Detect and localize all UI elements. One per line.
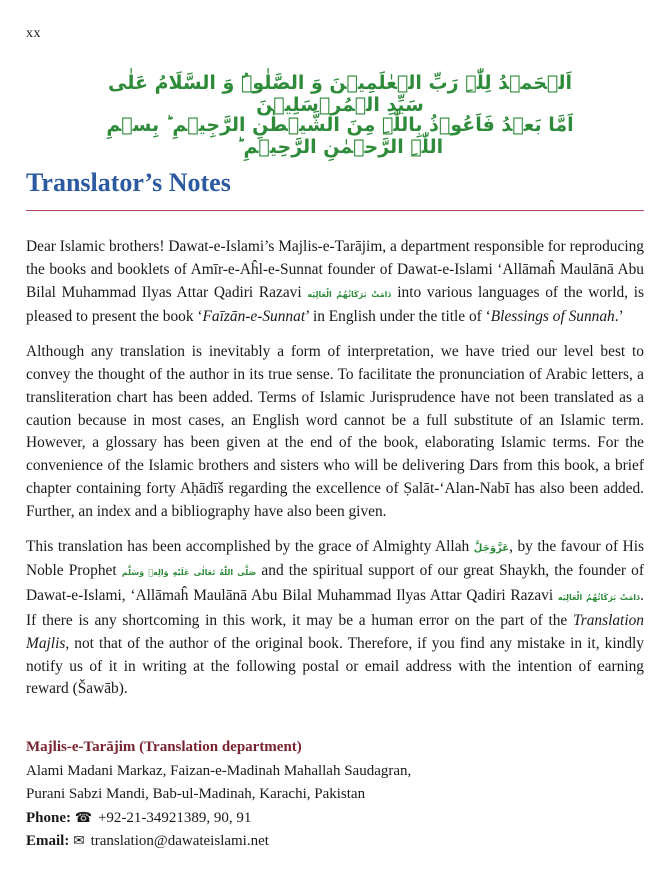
email-address[interactable]: translation@dawateislami.net (90, 833, 269, 849)
para1-text-4: .’ (614, 308, 624, 326)
honorific-damat-barakatuhum: دَامَتْ بَرَكَاتُهُمُ الْعَالِيَه (557, 593, 641, 603)
phone-icon: ☎ (74, 809, 93, 826)
book-title-english: Blessings of Sunnah (490, 308, 615, 326)
email-label: Email: (26, 833, 70, 849)
contact-block (26, 736, 644, 854)
para3-text-5: , not that of the author of the original book. Therefore, if you find any mistake in it, kindly notify us of it in writing at the following postal or email address with the intention of earning reward (Šawāb). (26, 634, 644, 698)
page-title: Translator’s Notes (26, 168, 231, 197)
body-text (26, 236, 644, 713)
address-line-1: Alami Madani Markaz, Faizan-e-Madinah Mahallah Saudagran, (26, 762, 412, 779)
page-number: xx (26, 26, 41, 41)
paragraph-acknowledgement (26, 536, 644, 702)
title-divider (26, 210, 644, 211)
arabic-invocation-line: اَمَّا بَعۡدُ فَاَعُوۡذُ بِاللّٰہِ مِنَ الشَّیۡطٰنِ الرَّجِیۡمِ ؕ بِسۡمِ اللّٰہِ الرَّحۡمٰنِ الرَّحِیۡمِ ؕ (106, 114, 574, 158)
honorific-azza-wa-jalla: عَزَّوَجَلَّ (473, 542, 510, 554)
email-line (26, 830, 644, 854)
contact-heading: Majlis-e-Tarājim (Translation department) (26, 739, 302, 755)
para3-text-2: , by the favour of His Noble Prophet (26, 537, 644, 580)
envelope-icon: ✉ (73, 833, 85, 849)
para1-text-3: ’ in English under the title of ‘ (305, 308, 491, 326)
arabic-praise-line: اَلۡحَمۡدُ لِلّٰہِ رَبِّ الۡعٰلَمِیۡنَ وَ الصَّلٰوۃُ وَ السَّلَامُ عَلٰی سَیِّدِ الۡمُرۡسَلِیۡنَ (108, 72, 572, 116)
para3-text-3: and the spiritual support of our great Shaykh, the founder of Dawat-e-Islami, ‘Allāmaĥ Maulānā Abu Bilal Muhammad Ilyas Attar Qadiri Razavi (26, 562, 644, 605)
phone-label: Phone: (26, 809, 71, 826)
para3-text-4: . If there is any shortcoming in this work, it may be a human error on the part of the (26, 587, 645, 629)
para3-text-1: This translation has been accomplished by the grace of Almighty Allah (26, 537, 474, 555)
book-title-urdu: Faīzān-e-Sunnat (202, 308, 306, 326)
honorific-sallallahu: صَلَّى اللّٰهُ تَعَالٰى عَلَيْهِ وَالِهٖ وَسَلَّم (121, 568, 257, 578)
phone-number: +92-21-34921389, 90, 91 (97, 809, 252, 826)
paragraph-intro (26, 236, 644, 329)
honorific-damat-barakatuhum: دَامَتْ بَرَكَاتُهُمُ الْعَالِيَه (307, 289, 392, 299)
para1-text-2: into various languages of the world, is pleased to present the book ‘ (26, 283, 645, 326)
translation-majlis: Translation Majlis (26, 611, 644, 652)
address-line-2: Purani Sabzi Mandi, Bab-ul-Madinah, Karachi, Pakistan (26, 786, 366, 802)
para1-text-1: Dear Islamic brothers! Dawat-e-Islami’s Majlis-e-Tarājim, a department responsible for reproducing the books and booklets of Amīr-e-Aĥl-e-Sunnat founder of Dawat-e-Islami ‘Allāmaĥ Maulānā Abu Bilal Muhammad Ilyas Attar Qadiri Razavi (26, 238, 644, 301)
phone-line (26, 807, 644, 831)
paragraph-translation-approach: Although any translation is inevitably a form of interpretation, we have tried our level best to convey the thought of the author in its true sense. To facilitate the pronunciation of Arabic letters, a transliteration chart has been added. Terms of Islamic Jurisprudence have not been translated as a caution because in most cases, an English word cannot be a full substitute of an Islamic term. However, a glossary has been given at the end of the book, elaborating Islamic terms. For the convenience of the Islamic brothers and sisters who will be delivering Dars from this book, a brief chapter containing forty Aḥādīš regarding the excellence of Ṣalāt-‘Alan-Nabī has also been added. Further, an index and a bibliography have also been given. (26, 343, 644, 520)
